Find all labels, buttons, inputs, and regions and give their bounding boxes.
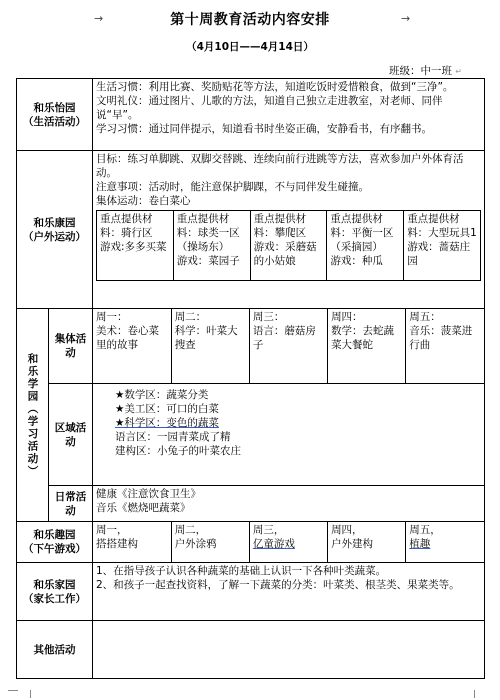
group-day-cell: 周三： 语言：蘑菇房子 [249,309,327,383]
life-row [17,79,485,151]
family-line: 1、在指导孩子认识各种蔬菜的基础上认识一下各种叶类蔬菜。 [96,565,387,577]
life-line: 学习习惯：通过同伴提示，知道看书时坐姿正确，安静看书，有序翻书。 [96,123,432,135]
other-label: 其他活动 [17,621,93,679]
play-label: 和乐趣园 （下午游戏） [17,522,93,563]
daily-item: 音乐《燃烧吧蔬菜》 [96,502,191,514]
play-content [93,522,485,563]
daily-activity-label: 日常活动 [49,486,93,522]
outdoor-row [17,151,485,309]
material-cell: 重点提供材料：骑行区 游戏:多多买菜 [97,211,174,281]
play-day-cell: 周二， 户外涂鸦 [171,522,249,562]
material-cell: 重点提供材料：球类一区（操场东） 游戏：菜园子 [173,211,250,281]
crop-mark [474,690,483,698]
life-line: 文明礼仪：通过图片、儿歌的方法，知道自己独立走进教室，对老师、同伴说“早”。 [96,95,443,121]
group-activity-label: 集体活动 [49,309,93,384]
material-cell: 重点提供材料：平衡一区（采摘园） 游戏：种瓜 [327,211,404,281]
play-days-table [93,522,484,562]
other-content [93,621,485,679]
study-daily-row [17,486,485,522]
area-item: 建构区：小兔子的叶菜农庄 [115,445,241,457]
outdoor-content [93,151,485,309]
daily-activity-content [93,486,485,522]
crop-mark [30,690,39,698]
nav-arrow-icon: → [94,12,104,25]
outdoor-label: 和乐康园 （户外运动） [17,151,93,309]
study-group-row [17,309,485,384]
date-range: （4月10日——4月14日） [186,41,314,53]
life-line: 生活习惯：利用比赛、奖励贴花等方法，知道吃饭时爱惜粮食，做到“三净”。 [96,81,454,93]
area-activity-label: 区域活动 [49,384,93,486]
study-area-row [17,384,485,486]
life-label: 和乐怡园 （生活活动） [17,79,93,151]
play-day-cell: 周五， 植趣 [406,522,484,562]
nav-arrow-icon: → [401,12,411,25]
materials-table [96,210,481,281]
group-days-table [93,309,484,383]
other-row [17,621,485,679]
material-cell: 重点提供材料：攀爬区 游戏：采蘑菇的小姑娘 [250,211,327,281]
schedule-table [16,78,485,679]
group-day-cell: 周四： 数学：去蛇蔬菜大餐蛇 [328,309,406,383]
area-activity-content [93,384,485,486]
group-day-cell: 周二： 科学：叶菜大搜查 [171,309,249,383]
material-cell: 重点提供材料：大型玩具1 游戏：蔷菇庄园 [404,211,481,281]
class-label: 班级：中一班 ↵ [388,65,462,77]
outdoor-line: 注意事项：活动时，能注意保护脚踝，不与同伴发生碰撞。 [96,181,369,193]
study-label: 和乐学园（学习活动） [17,309,49,522]
play-row [17,522,485,563]
play-day-cell: 周三， 亿童游戏 [249,522,327,562]
area-item: ★科学区：变色的蔬菜 [115,417,219,429]
area-item: ★数学区：蔬菜分类 [115,389,209,401]
area-item: 语言区：一园青菜成了精 [115,431,231,443]
paragraph-mark-icon: ↵ [455,67,462,76]
life-content [93,79,485,151]
family-content [93,563,485,621]
outdoor-line: 目标：练习单脚跳、双脚交替跳、连续向前行进跳等方法，喜欢参加户外体育活动。 [96,153,464,179]
play-day-cell: 周一， 搭搭建构 [93,522,171,562]
crop-mark [8,690,18,699]
area-item: ★美工区：可口的白菜 [115,403,219,415]
daily-item: 健康《注意饮食卫生》 [96,488,201,500]
page-title: 第十周教育活动内容安排 [170,12,330,28]
play-day-cell: 周四， 户外建构 [328,522,406,562]
family-label: 和乐家园 （家长工作） [17,563,93,621]
family-line: 2、和孩子一起查找资料，了解一下蔬菜的分类：叶菜类、根茎类、果菜类等。 [96,579,460,591]
family-row [17,563,485,621]
group-day-cell: 周一： 美术：卷心菜里的故事 [93,309,171,383]
group-activity-content [93,309,485,384]
group-day-cell: 周五： 音乐：菠菜进行曲 [406,309,484,383]
outdoor-line: 集体运动：卷白菜心 [96,195,191,207]
